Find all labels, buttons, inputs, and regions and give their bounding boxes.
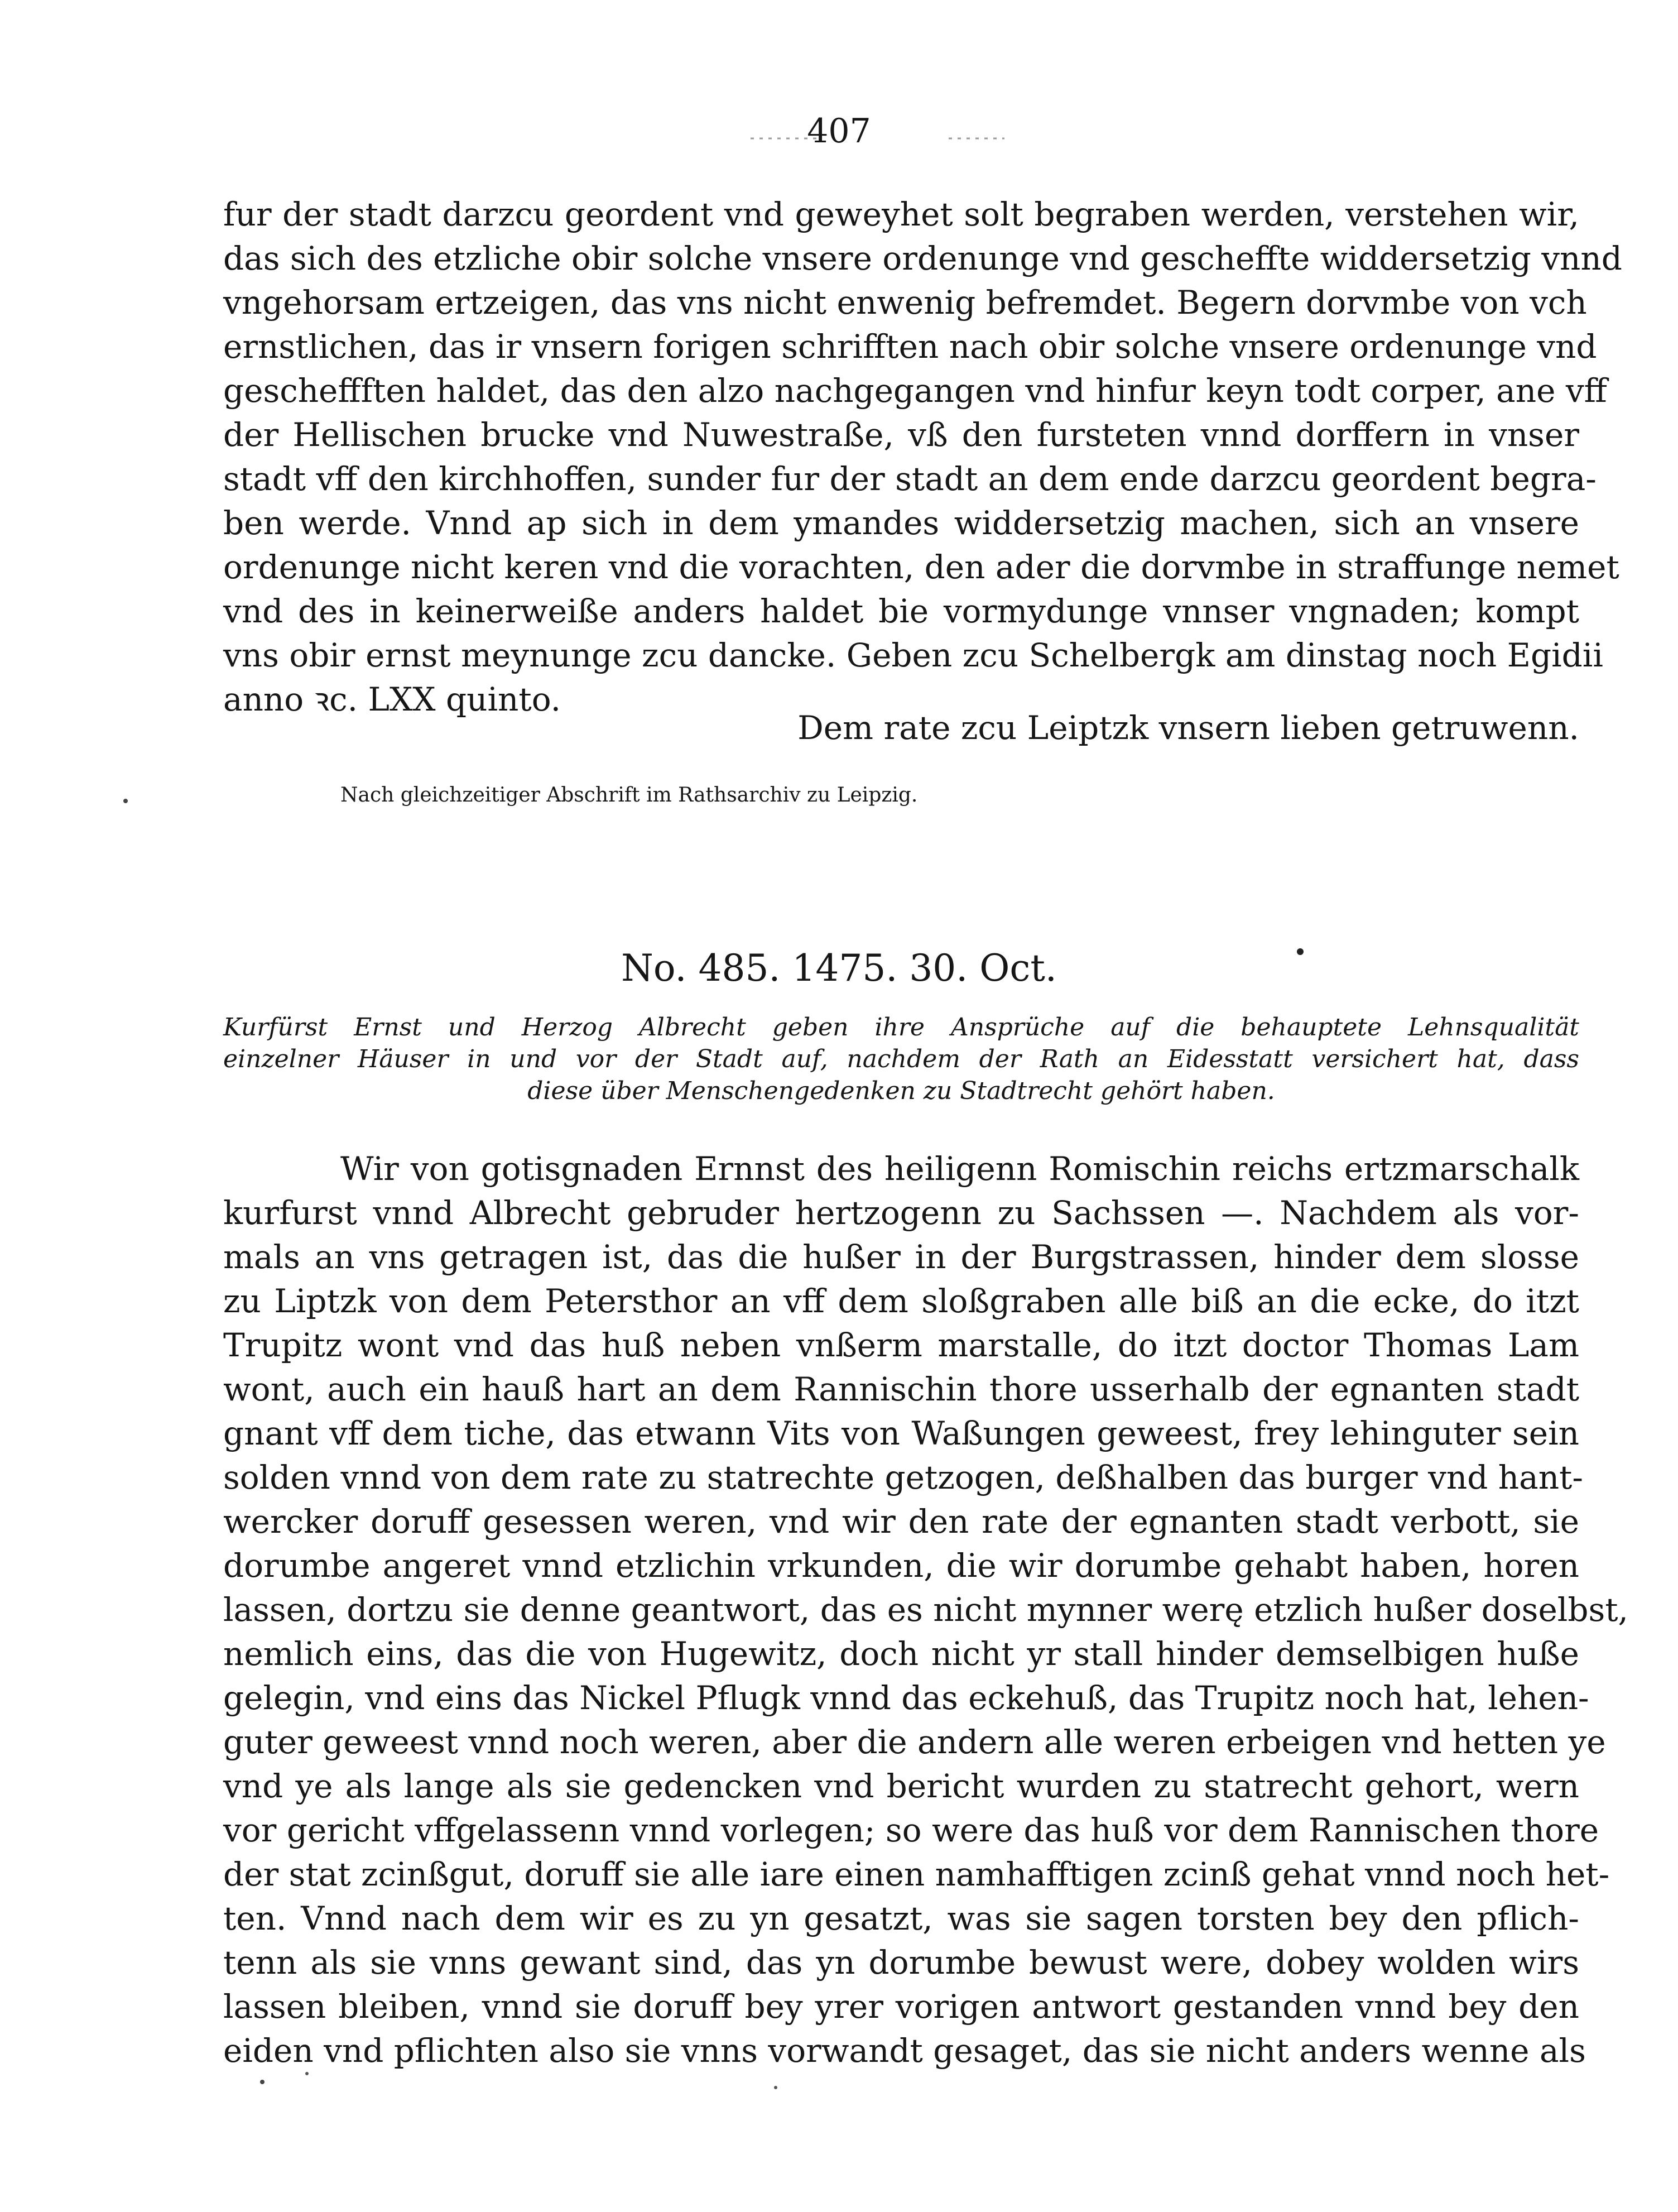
text-line: gnant vff dem tiche, das etwann Vits von Waßungen geweest, frey lehinguter sein (223, 1414, 1579, 1452)
text-line: ordenunge nicht keren vnd die vorachten, den ader die dorvmbe in straffunge nemet (223, 548, 1619, 586)
text-line: wont, auch ein hauß hart an dem Rannischin thore usserhalb der egnanten stadt (223, 1370, 1579, 1408)
text-line: das sich des etzliche obir solche vnsere ordenunge vnd gescheffte widdersetzig vnnd (223, 239, 1622, 277)
text-line: der Hellischen brucke vnd Nuwestraße, vß den fursteten vnnd dorffern in vnser (223, 416, 1579, 454)
text-line: lassen, dortzu sie denne geantwort, das es nicht mynner werę etzlich hußer doselbst, (223, 1591, 1628, 1629)
text-line: ten. Vnnd nach dem wir es zu yn gesatzt, was sie sagen torsten bey den pflich- (223, 1899, 1579, 1937)
text-line: lassen bleiben, vnnd sie doruff bey yrer vorigen antwort gestanden vnnd bey den (223, 1988, 1579, 2026)
text-line: gelegin, vnd eins das Nickel Pflugk vnnd das eckehuß, das Trupitz noch hat, lehen- (223, 1679, 1589, 1717)
text-line: gescheffften haldet, das den alzo nachgegangen vnd hinfur keyn todt corper, ane vff (223, 372, 1607, 410)
text-line: der stat zcinßgut, doruff sie alle iare einen namhafftigen zcinß gehat vnnd noch het- (223, 1855, 1610, 1893)
page-number: 407 (807, 112, 871, 151)
text-line: vor gericht vffgelassenn vnnd vorlegen; so were das huß vor dem Rannischen thore (223, 1811, 1599, 1849)
text-line: zu Liptzk von dem Petersthor an vff dem sloßgraben alle biß an die ecke, do itzt (223, 1282, 1579, 1320)
letter-signature: Dem rate zcu Leiptzk vnsern lieben getruwenn. (797, 709, 1579, 747)
document-heading: No. 485. 1475. 30. Oct. (621, 947, 1057, 990)
text-line: Wir von gotisgnaden Ernnst des heiligenn Romischin reichs ertzmarschalk (340, 1150, 1579, 1188)
text-line: vns obir ernst meynunge zcu dancke. Geben zcu Schelbergk am dinstag noch Egidii (223, 636, 1603, 674)
text-line: ben werde. Vnnd ap sich in dem ymandes widdersetzig machen, sich an vnsere (223, 504, 1579, 542)
source-note: Nach gleichzeitiger Abschrift im Rathsarchiv zu Leipzig. (340, 784, 918, 807)
text-line: fur der stadt darzcu geordent vnd geweyhet solt begraben werden, verstehen wir, (223, 195, 1579, 233)
text-line: mals an vns getragen ist, das die hußer in der Burgstrassen, hinder dem slosse (223, 1238, 1579, 1276)
text-line: anno ꝛc. LXX quinto. (223, 680, 561, 718)
text-line: vnd des in keinerweiße anders haldet bie vormydunge vnnser vngnaden; kompt (223, 592, 1579, 630)
text-line: vnd ye als lange als sie gedencken vnd bericht wurden zu statrecht gehort, wern (223, 1767, 1579, 1805)
main-paragraph (223, 1147, 1628, 2073)
summary-line: Kurfürst Ernst und Herzog Albrecht geben ihre Ansprüche auf die behauptete Lehnsqualität (223, 1013, 1579, 1042)
text-line: eiden vnd pflichten also sie vnns vorwandt gesaget, das sie nicht anders wenne als (223, 2032, 1586, 2070)
text-line: tenn als sie vnns gewant sind, das yn dorumbe bewust were, dobey wolden wirs (223, 1944, 1579, 1981)
text-line: solden vnnd von dem rate zu statrechte getzogen, deßhalben das burger vnd hant- (223, 1458, 1583, 1496)
text-line: wercker doruff gesessen weren, vnd wir den rate der egnanten stadt verbott, sie (223, 1503, 1579, 1541)
text-line: vngehorsam ertzeigen, das vns nicht enwenig befremdet. Begern dorvmbe von vch (223, 284, 1587, 322)
summary-line: diese über Menschengedenken zu Stadtrecht gehört haben. (527, 1077, 1275, 1105)
text-line: guter geweest vnnd noch weren, aber die andern alle weren erbeigen vnd hetten ye (223, 1723, 1606, 1761)
top-paragraph (223, 193, 1622, 722)
summary-line: einzelner Häuser in und vor der Stadt auf, nachdem der Rath an Eidesstatt versichert hat, dass (223, 1045, 1579, 1073)
document-summary (223, 1011, 1579, 1107)
text-line: kurfurst vnnd Albrecht gebruder hertzogenn zu Sachssen —. Nachdem als vor- (223, 1194, 1579, 1232)
text-line: ernstlichen, das ir vnsern forigen schrifften nach obir solche vnsere ordenunge vnd (223, 328, 1597, 366)
text-line: Trupitz wont vnd das huß neben vnßerm marstalle, do itzt doctor Thomas Lam (223, 1326, 1579, 1364)
text-line: stadt vff den kirchhoffen, sunder fur der stadt an dem ende darzcu geordent begra- (223, 460, 1597, 498)
text-line: dorumbe angeret vnnd etzlichin vrkunden, die wir dorumbe gehabt haben, horen (223, 1547, 1579, 1585)
text-line: nemlich eins, das die von Hugewitz, doch nicht yr stall hinder demselbigen huße (223, 1635, 1579, 1673)
